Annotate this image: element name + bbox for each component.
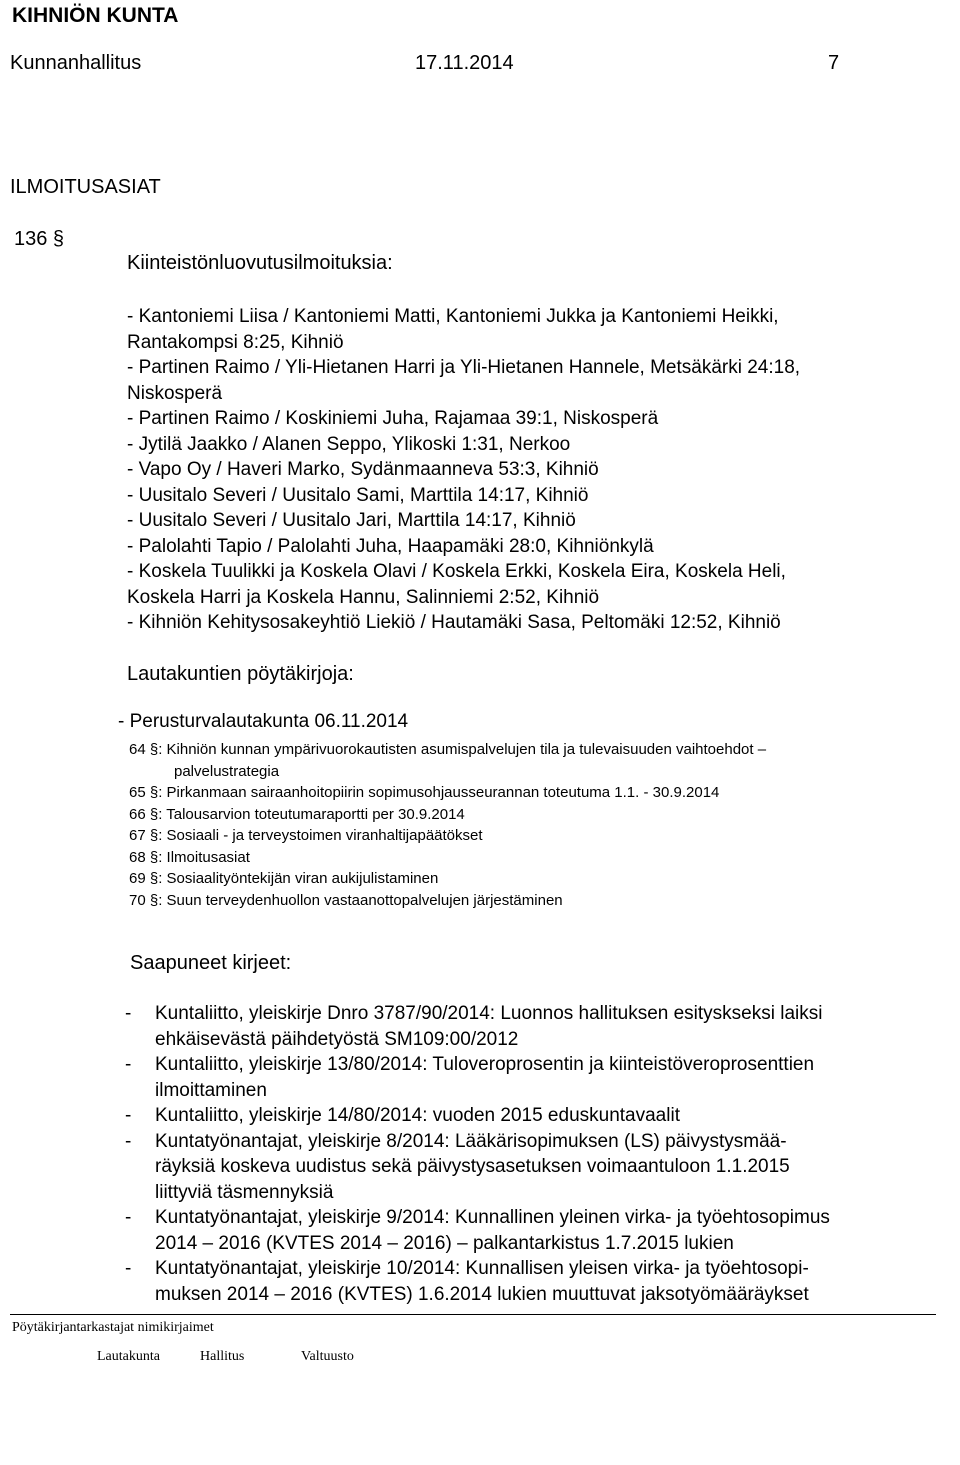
item-text [155,1052,814,1103]
item-line: 67 §: Sosiaali - ja terveystoimen viranhaltijapäätökset [129,827,483,844]
list-item [125,1205,830,1256]
list-item [129,804,766,826]
bullet-dash: - [125,1105,132,1126]
signature-hallitus: Hallitus [200,1349,245,1364]
item-line-continued: Koskela Harri ja Koskela Hannu, Salinniemi 2:52, Kihniö [127,586,600,608]
list-item [127,432,800,458]
item-line: - Vapo Oy / Haveri Marko, Sydänmaanneva 53:3, Kihniö [127,459,599,480]
list-item [127,610,800,636]
item-line-continued: palvelustrategia [174,762,280,780]
committee-name: - Perusturvalautakunta 06.11.2014 [118,711,409,732]
item-line: - Uusitalo Severi / Uusitalo Sami, Marttila 14:17, Kihniö [127,484,589,506]
item-line: - Jytilä Jaakko / Alanen Seppo, Ylikoski 1:31, Nerkoo [127,433,571,455]
section-number: 136 § [14,228,65,250]
item-text [155,1205,830,1256]
organization-name: KIHNIÖN KUNTA [12,4,179,27]
item-line-continued: räyksiä koskeva uudistus sekä päivystysasetuksen voimaantuloon 1.1.2015 [155,1156,790,1177]
list-item [127,406,800,432]
item-line-continued: muksen 2014 – 2016 (KVTES) 1.6.2014 lukien muuttuvat jaksotyömääräykset [155,1283,809,1305]
committee-minutes-heading: Lautakuntien pöytäkirjoja: [127,663,354,685]
list-item [129,782,766,804]
item-line-continued: Niskosperä [127,382,223,404]
list-item [129,868,766,890]
item-line: - Palolahti Tapio / Palolahti Juha, Haapamäki 28:0, Kihniönkylä [127,535,654,557]
item-text [155,1129,790,1206]
list-item [129,739,766,782]
list-item [127,483,800,509]
item-line-continued: Rantakompsi 8:25, Kihniö [127,331,344,353]
bullet-dash: - [125,1258,132,1279]
item-line: Kuntatyönantajat, yleiskirje 8/2014: Lääkärisopimuksen (LS) päivystysmää- [155,1130,787,1152]
item-line: 66 §: Talousarvion toteutumaraportti per 30.9.2014 [129,805,465,823]
list-item [127,355,800,406]
list-item [129,847,766,869]
footer-title: Pöytäkirjantarkastajat nimikirjaimet [12,1320,214,1335]
bullet-dash: - [125,1130,132,1152]
item-line-continued: 2014 – 2016 (KVTES 2014 – 2016) – palkantarkistus 1.7.2015 lukien [155,1232,734,1254]
list-item [127,508,800,534]
board-name: Kunnanhallitus [10,52,142,74]
list-item [125,1052,830,1103]
list-item [129,825,766,847]
list-item [127,534,800,560]
section-title: ILMOITUSASIAT [10,176,161,198]
page-number: 7 [828,52,840,74]
footer-divider [10,1314,936,1315]
list-item [127,457,800,483]
property-transfers-heading: Kiinteistönluovutusilmoituksia: [127,252,393,274]
committee-minutes-list [129,739,766,911]
item-line: Kuntaliitto, yleiskirje 14/80/2014: vuoden 2015 eduskuntavaalit [155,1105,680,1126]
item-line: 70 §: Suun terveydenhuollon vastaanottopalvelujen järjestäminen [129,891,563,909]
item-line: 69 §: Sosiaalityöntekijän viran aukijulistaminen [129,870,439,887]
bullet-dash: - [125,1207,132,1228]
item-line: Kuntaliitto, yleiskirje Dnro 3787/90/2014: Luonnos hallituksen esityskseksi laiksi [155,1003,823,1024]
list-item [127,559,800,610]
list-item [125,1103,830,1129]
letters-heading: Saapuneet kirjeet: [130,952,292,974]
letters-list [125,1001,830,1307]
list-item [125,1001,830,1052]
item-line: - Partinen Raimo / Yli-Hietanen Harri ja Yli-Hietanen Hannele, Metsäkärki 24:18, [127,357,801,378]
item-line: - Uusitalo Severi / Uusitalo Jari, Marttila 14:17, Kihniö [127,510,576,531]
item-line: - Kihniön Kehitysosakeyhtiö Liekiö / Hautamäki Sasa, Peltomäki 12:52, Kihniö [127,612,781,633]
item-line: - Kantoniemi Liisa / Kantoniemi Matti, Kantoniemi Jukka ja Kantoniemi Heikki, [127,306,779,327]
item-line: 65 §: Pirkanmaan sairaanhoitopiirin sopimusohjausseurannan toteutuma 1.1. - 30.9.2014 [129,784,720,801]
item-text [155,1256,809,1307]
item-line-continued: ilmoittaminen [155,1079,267,1101]
property-transfers-list [127,304,800,636]
list-item [125,1256,830,1307]
item-line: 68 §: Ilmoitusasiat [129,848,250,866]
meeting-date: 17.11.2014 [415,52,514,74]
bullet-dash: - [125,1054,132,1075]
item-line: 64 §: Kihniön kunnan ympärivuorokautisten asumispalvelujen tila ja tulevaisuuden vaihtoehdot – [129,741,767,758]
list-item [127,304,800,355]
item-text [155,1103,680,1129]
item-line: - Partinen Raimo / Koskiniemi Juha, Rajamaa 39:1, Niskosperä [127,408,659,429]
signature-valtuusto: Valtuusto [301,1349,354,1364]
list-item [129,890,766,912]
item-line: Kuntatyönantajat, yleiskirje 9/2014: Kunnallinen yleinen virka- ja työehtosopimus [155,1207,830,1228]
item-line-continued: liittyviä täsmennyksiä [155,1181,334,1203]
signature-lautakunta: Lautakunta [97,1349,160,1364]
item-line: - Koskela Tuulikki ja Koskela Olavi / Koskela Erkki, Koskela Eira, Koskela Heli, [127,561,786,582]
item-text [155,1001,822,1052]
list-item [125,1129,830,1206]
item-line-continued: ehkäisevästä päihdetyöstä SM109:00/2012 [155,1028,519,1050]
item-line: Kuntaliitto, yleiskirje 13/80/2014: Tuloveroprosentin ja kiinteistöveroprosenttien [155,1054,815,1075]
bullet-dash: - [125,1003,132,1024]
item-line: Kuntatyönantajat, yleiskirje 10/2014: Kunnallisen yleisen virka- ja työehtosopi- [155,1258,809,1279]
